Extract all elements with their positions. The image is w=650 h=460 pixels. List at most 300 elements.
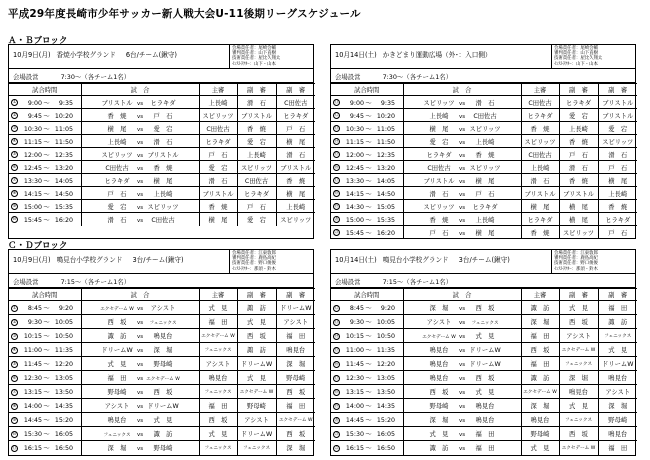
start-time: 14:15 <box>23 190 42 198</box>
table-row <box>9 329 315 343</box>
away-team: 戸 石 <box>153 112 173 120</box>
assistant-referee-2: 鳴見台 <box>598 371 637 385</box>
away-team: ドリームW <box>469 361 501 368</box>
assistant-referee-2: 上長崎 <box>276 200 315 213</box>
start-time: 10:15 <box>345 333 364 340</box>
match-teams <box>403 161 521 174</box>
time-separator: ～ <box>43 403 50 410</box>
match-teams <box>403 399 521 413</box>
match-time <box>9 413 81 427</box>
time-separator: ～ <box>365 112 372 120</box>
end-time: 12:20 <box>54 361 73 368</box>
table-row <box>331 200 637 213</box>
staff-line: 会場責任者：尾崎会輔 <box>554 46 598 51</box>
end-time: 15:05 <box>376 203 395 211</box>
match-number: ⑯ <box>334 165 339 170</box>
end-time: 15:20 <box>54 417 73 424</box>
start-time: 9:00 <box>27 99 42 107</box>
venue-name: 香焼小学校グランド <box>56 51 116 59</box>
match-time <box>331 371 403 385</box>
vs-label: vs <box>459 191 465 198</box>
home-team: ヒラキダ <box>104 177 130 185</box>
end-time: 9:35 <box>380 99 395 107</box>
time-separator: ～ <box>365 138 372 146</box>
referee: 深 堀 <box>521 315 559 329</box>
schedule-panel <box>330 249 636 456</box>
end-time: 16:50 <box>376 445 395 453</box>
start-time: 10:15 <box>23 333 42 340</box>
end-time: 11:35 <box>54 347 73 354</box>
end-time: 11:50 <box>54 138 73 146</box>
start-time: 10:30 <box>345 125 364 133</box>
match-teams <box>403 315 521 329</box>
table-row <box>9 174 315 187</box>
referee: 滑 石 <box>521 174 559 187</box>
home-team: 福 田 <box>107 375 127 382</box>
referee: 深 堀 <box>521 399 559 413</box>
away-team: ドリームW <box>147 403 179 410</box>
setup-row <box>331 69 635 83</box>
away-team: 滑 石 <box>475 99 495 107</box>
home-team: C田佐古 <box>427 164 451 172</box>
assistant-referee-2: 鳴見台 <box>276 343 315 357</box>
away-team: アシスト <box>150 305 176 312</box>
assistant-referee-1: 諏 訪 <box>237 343 276 357</box>
referee: 滑 石 <box>199 174 237 187</box>
assistant-referee-1: エクセデーム W <box>559 343 598 357</box>
match-number: ⑩ <box>12 431 17 437</box>
assistant-referee-2: アシスト <box>276 315 315 329</box>
assistant2-header: 副 審 <box>598 289 637 301</box>
home-team: 深 堀 <box>429 417 449 424</box>
schedule-panel <box>330 44 636 239</box>
match-number: ㉑ <box>334 431 339 437</box>
time-header: 試合時間 <box>331 84 403 96</box>
match-time <box>9 161 81 174</box>
vs-label: vs <box>137 376 143 382</box>
match-teams <box>81 301 199 315</box>
away-team: エクセデーム W <box>146 377 180 382</box>
away-team: スピリッツ <box>469 164 501 172</box>
match-teams <box>81 213 199 226</box>
assistant-referee-1: アシスト <box>237 413 276 427</box>
match-number: ⑫ <box>334 305 339 311</box>
referee: 式 見 <box>199 301 237 315</box>
table-row <box>9 413 315 427</box>
home-team: 上長崎 <box>429 112 449 120</box>
time-separator: ～ <box>365 403 372 410</box>
start-time: 12:45 <box>345 164 364 172</box>
referee: 横 尾 <box>521 200 559 213</box>
match-teams <box>403 187 521 200</box>
match-number: ⑮ <box>334 347 339 353</box>
start-time: 12:30 <box>345 375 364 382</box>
end-time: 13:50 <box>54 389 73 396</box>
match-number: ① <box>12 100 17 105</box>
assistant-referee-1: 香 焼 <box>559 174 598 187</box>
end-time: 10:20 <box>54 112 73 120</box>
assistant-referee-2: 福 田 <box>598 301 637 315</box>
referee: フェニックス <box>199 441 237 455</box>
table-row <box>331 187 637 200</box>
assistant-referee-1: ブリストル <box>559 187 598 200</box>
home-team: 西 坂 <box>107 319 127 326</box>
match-time <box>9 148 81 161</box>
vs-label: vs <box>459 320 465 326</box>
time-separator: ～ <box>43 216 50 224</box>
time-separator: ～ <box>365 177 372 185</box>
referee: 香 焼 <box>199 200 237 213</box>
end-time: 16:50 <box>54 445 73 453</box>
end-time: 15:35 <box>54 203 73 211</box>
vs-label: vs <box>459 390 465 396</box>
vs-label: vs <box>137 139 143 146</box>
away-team: ヒラキダ <box>150 99 176 107</box>
end-time: 12:20 <box>376 361 395 368</box>
match-number: ⑩ <box>12 217 17 223</box>
assistant-referee-2: 福 田 <box>276 329 315 343</box>
setup-value: 7:15～（各チーム1名） <box>60 278 131 286</box>
table-header-row <box>331 84 637 96</box>
table-row <box>9 343 315 357</box>
table-header-row <box>331 289 637 301</box>
match-time <box>331 213 403 226</box>
assistant-referee-1: 野母崎 <box>237 399 276 413</box>
away-team: 鳴見台 <box>475 417 495 424</box>
assistant-referee-1: 西 坂 <box>237 329 276 343</box>
assistant-referee-1: 式 見 <box>237 315 276 329</box>
assistant-referee-1: 式 見 <box>237 371 276 385</box>
match-number: ⑥ <box>12 375 17 381</box>
home-team: 鳴見台 <box>107 417 127 424</box>
start-time: 9:45 <box>27 112 42 120</box>
start-time: 11:15 <box>23 138 42 146</box>
match-number: ⑭ <box>334 139 339 144</box>
start-time: 15:30 <box>345 431 364 438</box>
assistant-referee-2: 深 堀 <box>276 441 315 455</box>
start-time: 13:15 <box>345 389 364 396</box>
vs-label: vs <box>137 204 143 211</box>
start-time: 13:30 <box>345 177 364 185</box>
time-separator: ～ <box>365 229 372 237</box>
home-team: 香 焼 <box>429 216 449 224</box>
setup-row <box>331 274 635 288</box>
table-row <box>331 161 637 174</box>
end-time: 10:50 <box>54 333 73 340</box>
table-row <box>9 187 315 200</box>
match-teams <box>403 200 521 213</box>
referee: 西 坂 <box>521 343 559 357</box>
match-teams <box>403 174 521 187</box>
referee: ブリストル <box>521 187 559 200</box>
match-time <box>9 174 81 187</box>
home-team: 式 見 <box>107 361 127 368</box>
start-time: 12:30 <box>23 375 42 382</box>
assistant-referee-1: フェニックス <box>559 357 598 371</box>
match-number: ④ <box>12 347 17 353</box>
match-time <box>9 343 81 357</box>
match-number: ⑪ <box>334 100 339 105</box>
assistant1-header: 副 審 <box>559 84 598 96</box>
time-separator: ～ <box>365 164 372 172</box>
vs-label: vs <box>459 432 465 438</box>
time-separator: ～ <box>365 125 372 133</box>
table-row <box>9 213 315 226</box>
end-time: 11:35 <box>376 347 395 354</box>
match-teams <box>403 357 521 371</box>
time-separator: ～ <box>365 347 372 354</box>
match-number: ① <box>12 305 17 311</box>
assistant-referee-2: 戸 石 <box>276 122 315 135</box>
match-number: ⑮ <box>334 152 339 157</box>
time-separator: ～ <box>43 375 50 382</box>
end-time: 16:05 <box>376 431 395 438</box>
time-separator: ～ <box>43 389 50 396</box>
home-team: 滑 石 <box>429 190 449 198</box>
assistant-referee-1: 西 坂 <box>559 427 598 441</box>
vs-label: vs <box>137 432 143 438</box>
away-team: ヒラキダ <box>472 203 498 211</box>
table-row <box>331 413 637 427</box>
match-header: 試 合 <box>403 289 521 301</box>
match-header: 試 合 <box>81 289 199 301</box>
start-time: 15:45 <box>345 229 364 237</box>
start-time: 11:45 <box>345 361 364 368</box>
table-row <box>9 109 315 122</box>
home-team: 横 尾 <box>429 125 449 133</box>
time-separator: ～ <box>365 445 372 453</box>
referee: 横 尾 <box>199 213 237 226</box>
match-date: 10月9日(月) <box>13 256 51 264</box>
time-separator: ～ <box>365 319 372 326</box>
time-separator: ～ <box>43 151 50 159</box>
away-team: ブリストル <box>147 151 179 159</box>
match-time <box>9 441 81 455</box>
match-time <box>331 161 403 174</box>
referee: 福 田 <box>199 399 237 413</box>
staff-line: ｲﾝｽﾄﾗｸﾀｰ：那須・鈴木 <box>554 266 598 272</box>
setup-label: 会場設営 <box>335 73 361 81</box>
time-separator: ～ <box>43 431 50 438</box>
match-teams <box>403 301 521 315</box>
match-number: ⑥ <box>12 165 17 170</box>
vs-label: vs <box>137 152 143 159</box>
home-team: 鳴見台 <box>429 375 449 382</box>
assistant-referee-1: ブリストル <box>237 109 276 122</box>
assistant-referee-2: フェニックス <box>598 329 637 343</box>
end-time: 14:50 <box>376 190 395 198</box>
match-number: ⑦ <box>12 389 17 395</box>
start-time: 14:45 <box>23 417 42 424</box>
assistant-referee-2: エクセデーム W <box>276 413 315 427</box>
home-team: 深 堀 <box>429 305 449 312</box>
match-number: ⑰ <box>334 178 339 183</box>
assistant-referee-2: 滑 石 <box>276 148 315 161</box>
table-row <box>9 399 315 413</box>
home-team: スピリッツ <box>423 99 455 107</box>
match-teams <box>403 122 521 135</box>
match-time <box>331 200 403 213</box>
referee-header: 主審 <box>521 84 559 96</box>
referee: 福 田 <box>199 315 237 329</box>
assistant-referee-1: 上長崎 <box>237 148 276 161</box>
venue-info <box>331 45 551 68</box>
vs-label: vs <box>137 320 143 326</box>
start-time: 11:45 <box>23 361 42 368</box>
referee: ヒラキダ <box>199 135 237 148</box>
table-row <box>331 135 637 148</box>
referee: 福 田 <box>521 329 559 343</box>
home-team: 戸 石 <box>429 229 449 237</box>
table-row <box>331 301 637 315</box>
away-team: 横 尾 <box>153 177 173 185</box>
away-team: 滑 石 <box>153 138 173 146</box>
referee: C田佐古 <box>199 122 237 135</box>
time-separator: ～ <box>365 203 372 211</box>
match-time <box>331 135 403 148</box>
away-team: 福 田 <box>475 431 495 438</box>
schedule-panel <box>8 249 314 456</box>
time-separator: ～ <box>43 112 50 120</box>
match-number: ② <box>12 319 17 325</box>
away-team: 式 見 <box>475 333 495 340</box>
away-team: 横 尾 <box>475 229 495 237</box>
assistant-referee-1: 鳴見台 <box>559 385 598 399</box>
away-team: 鳴見台 <box>153 333 173 340</box>
staff-list <box>229 45 313 68</box>
match-teams <box>81 174 199 187</box>
away-team: 上長崎 <box>475 216 495 224</box>
referee-header: 主審 <box>199 84 237 96</box>
staff-list <box>551 250 635 273</box>
referee: ヒラキダ <box>521 109 559 122</box>
time-header: 試合時間 <box>9 84 81 96</box>
referee: C田佐古 <box>521 148 559 161</box>
match-teams <box>403 385 521 399</box>
match-teams <box>81 122 199 135</box>
assistant-referee-1: 深 堀 <box>559 371 598 385</box>
away-team: 鳴見台 <box>475 403 495 410</box>
time-separator: ～ <box>43 305 50 312</box>
match-time <box>9 301 81 315</box>
table-row <box>331 226 637 239</box>
home-team: ドリームW <box>101 347 133 354</box>
table-row <box>331 441 637 455</box>
referee: 戸 石 <box>199 148 237 161</box>
end-time: 10:20 <box>376 112 395 120</box>
match-number: ⑦ <box>12 178 17 183</box>
match-teams <box>81 109 199 122</box>
end-time: 16:20 <box>376 229 395 237</box>
away-team: 野母崎 <box>153 361 173 368</box>
match-number: ⑭ <box>334 333 339 339</box>
assistant-referee-2: 香 焼 <box>598 200 637 213</box>
match-teams <box>403 413 521 427</box>
end-time: 11:05 <box>54 125 73 133</box>
time-separator: ～ <box>43 164 50 172</box>
vs-label: vs <box>459 348 465 354</box>
table-row <box>9 148 315 161</box>
match-time <box>9 371 81 385</box>
venue-note: 6台/チーム(鍬守) <box>125 51 177 59</box>
match-teams <box>403 109 521 122</box>
table-header-row <box>9 289 315 301</box>
end-time: 13:20 <box>54 164 73 172</box>
match-time <box>331 315 403 329</box>
vs-label: vs <box>459 404 465 410</box>
assistant-referee-1: ドリームW <box>237 357 276 371</box>
start-time: 9:00 <box>349 99 364 107</box>
home-team: アシスト <box>104 403 130 410</box>
away-team: 式 見 <box>475 389 495 396</box>
referee: 式 見 <box>521 441 559 455</box>
home-team: フェニックス <box>103 433 131 438</box>
match-teams <box>403 226 521 239</box>
away-team: 香 焼 <box>153 164 173 172</box>
setup-label: 会場設営 <box>335 278 361 286</box>
home-team: ブリストル <box>101 99 133 107</box>
assistant-referee-2: 諏 訪 <box>598 315 637 329</box>
block-label-cd: Ｃ・Ｄブロック <box>8 241 68 251</box>
match-time <box>331 96 403 109</box>
away-team: 諏 訪 <box>153 431 173 438</box>
assistant-referee-2: ブリストル <box>598 96 637 109</box>
venue-info <box>9 45 229 68</box>
vs-label: vs <box>137 126 143 133</box>
away-team: 愛 宕 <box>153 125 173 133</box>
match-teams <box>81 187 199 200</box>
venue-note: 3台/チーム(鍬守) <box>458 256 510 264</box>
time-separator: ～ <box>365 151 372 159</box>
match-number: ④ <box>12 139 17 144</box>
venue-note: 3台/チーム(鍬守) <box>132 256 184 264</box>
schedule-table <box>9 288 315 455</box>
vs-label: vs <box>459 139 465 146</box>
vs-label: vs <box>459 113 465 120</box>
away-team: 香 焼 <box>475 151 495 159</box>
end-time: 14:50 <box>54 190 73 198</box>
match-teams <box>81 343 199 357</box>
end-time: 10:05 <box>376 319 395 326</box>
end-time: 10:50 <box>376 333 395 340</box>
match-time <box>9 135 81 148</box>
table-row <box>9 122 315 135</box>
referee: フェニックス <box>199 385 237 399</box>
away-team: 上長崎 <box>475 138 495 146</box>
end-time: 15:35 <box>376 216 395 224</box>
assistant-referee-1: 香 焼 <box>237 122 276 135</box>
table-row <box>331 343 637 357</box>
match-number: ⑬ <box>334 319 339 325</box>
assistant-referee-2: 上長崎 <box>598 187 637 200</box>
match-teams <box>403 213 521 226</box>
vs-label: vs <box>459 230 465 237</box>
match-time <box>331 441 403 455</box>
assistant-referee-1: 愛 宕 <box>237 213 276 226</box>
match-time <box>331 174 403 187</box>
end-time: 16:20 <box>54 216 73 224</box>
referee: 式 見 <box>199 427 237 441</box>
vs-label: vs <box>459 362 465 368</box>
start-time: 13:30 <box>23 177 42 185</box>
staff-line: 会場責任者：江東敦郎 <box>554 251 598 256</box>
match-time <box>331 329 403 343</box>
match-number: ⑱ <box>334 191 339 196</box>
end-time: 11:50 <box>376 138 395 146</box>
assistant-referee-1: ヒラキダ <box>237 187 276 200</box>
end-time: 10:05 <box>54 319 73 326</box>
assistant-referee-1: フェニックス <box>237 441 276 455</box>
